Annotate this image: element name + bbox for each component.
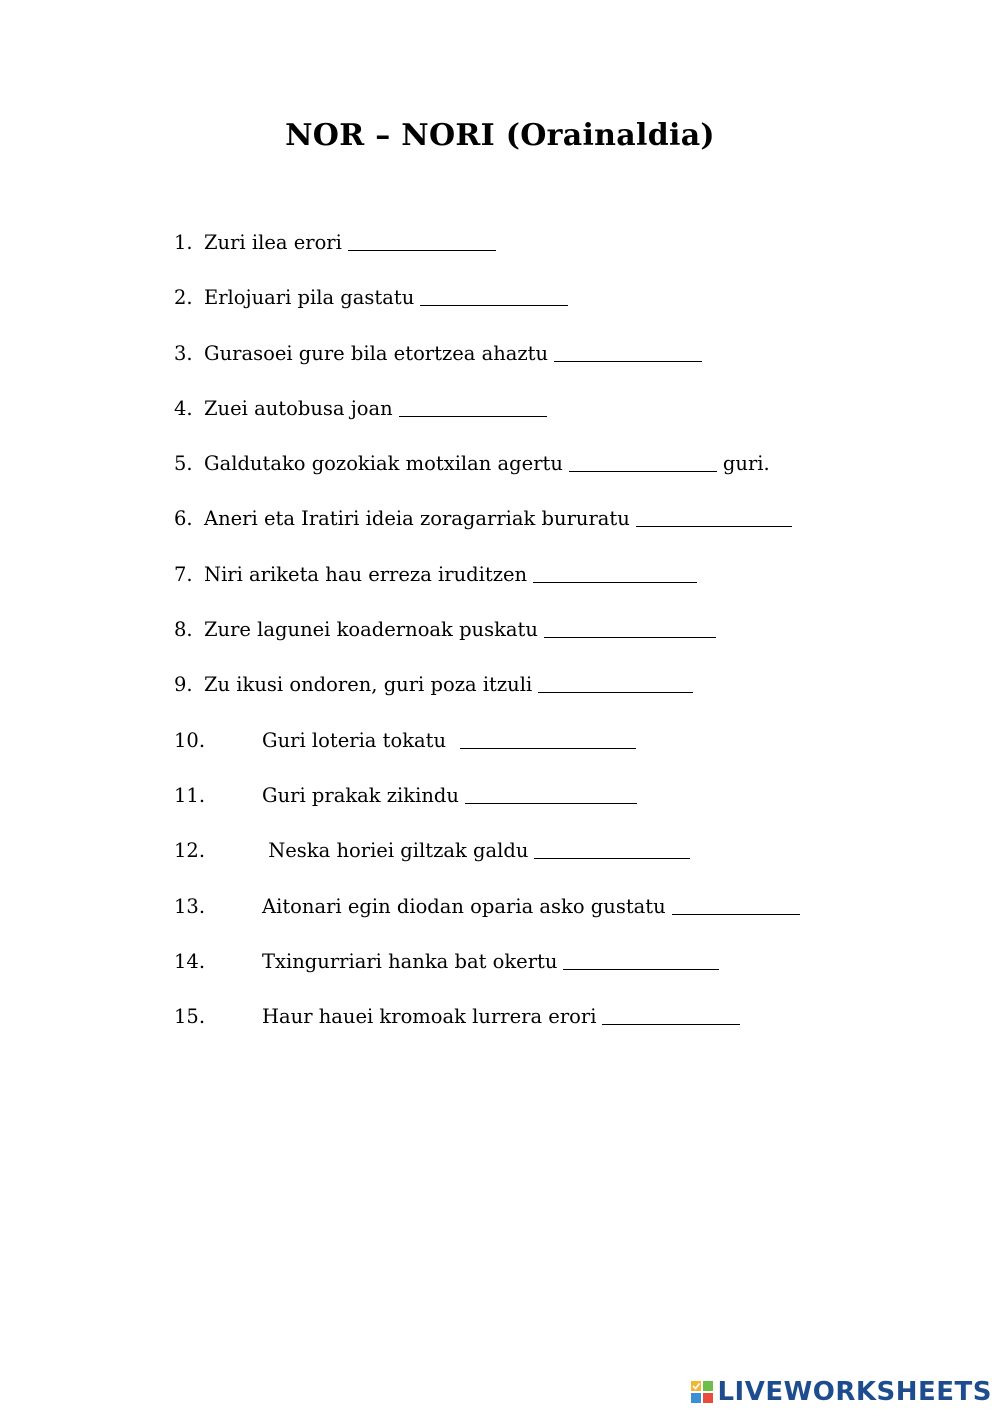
exercise-item [174, 558, 874, 613]
exercise-text: Aneri eta Iratiri ideia zoragarriak bururatu [204, 507, 630, 531]
page-title: NOR – NORI (Orainaldia) [285, 118, 715, 153]
exercise-text: Aitonari egin diodan oparia asko gustatu [262, 894, 666, 918]
exercise-item [174, 502, 874, 557]
exercise-text: Haur hauei kromoak lurrera erori [262, 1005, 597, 1029]
exercise-item [174, 834, 874, 889]
exercise-item [174, 337, 874, 392]
exercise-number: 2. [174, 286, 193, 310]
exercise-item [174, 392, 874, 447]
exercise-item [174, 226, 874, 281]
answer-blank[interactable] [348, 250, 496, 251]
exercise-number: 5. [174, 452, 193, 476]
exercise-text: Gurasoei gure bila etortzea ahaztu [204, 341, 549, 365]
answer-blank[interactable] [602, 1024, 740, 1025]
exercise-text: Zu ikusi ondoren, guri poza itzuli [204, 673, 533, 697]
answer-blank[interactable] [569, 471, 717, 472]
exercise-text: Erlojuari pila gastatu [204, 286, 415, 310]
exercise-item [174, 890, 874, 945]
answer-blank[interactable] [554, 361, 702, 362]
exercise-number: 13. [174, 894, 206, 918]
answer-blank[interactable] [544, 637, 716, 638]
exercise-text: Zuei autobusa joan [204, 396, 393, 420]
exercise-number: 1. [174, 231, 193, 254]
exercise-text: Zuri ilea erori [204, 231, 342, 254]
exercise-number: 14. [174, 949, 206, 973]
exercise-number: 3. [174, 341, 193, 365]
exercise-list [174, 226, 874, 1055]
exercise-item [174, 945, 874, 1000]
exercise-text: Guri loteria tokatu [262, 728, 447, 752]
exercise-text: Zure lagunei koadernoak puskatu [204, 618, 538, 642]
exercise-number: 11. [174, 783, 206, 807]
answer-blank[interactable] [465, 803, 637, 804]
exercise-number: 8. [174, 618, 193, 642]
exercise-item [174, 724, 874, 779]
exercise-item [174, 668, 874, 723]
answer-blank[interactable] [534, 858, 690, 859]
exercise-item [174, 1000, 874, 1055]
exercise-text: Galdutako gozokiak motxilan agertu [204, 452, 563, 476]
answer-blank[interactable] [672, 914, 800, 915]
answer-blank[interactable] [533, 582, 697, 583]
exercise-text: Niri ariketa hau erreza iruditzen [204, 562, 528, 586]
exercise-item [174, 447, 874, 502]
exercise-number: 4. [174, 396, 193, 420]
exercise-number: 9. [174, 673, 193, 697]
exercise-number: 6. [174, 507, 193, 531]
liveworksheets-logo-icon [691, 1381, 713, 1403]
liveworksheets-brand [691, 1375, 992, 1409]
answer-blank[interactable] [460, 748, 636, 749]
exercise-text: Txingurriari hanka bat okertu [262, 949, 558, 973]
answer-blank[interactable] [420, 305, 568, 306]
exercise-text: Neska horiei giltzak galdu [262, 839, 529, 863]
exercise-number: 15. [174, 1005, 206, 1029]
answer-blank[interactable] [563, 969, 719, 970]
exercise-number: 7. [174, 562, 193, 586]
brand-label: LIVEWORKSHEETS [717, 1377, 992, 1407]
exercise-item [174, 779, 874, 834]
exercise-text: Guri prakak zikindu [262, 783, 459, 807]
answer-blank[interactable] [399, 416, 547, 417]
exercise-number: 12. [174, 839, 206, 863]
exercise-suffix: guri. [722, 452, 770, 476]
answer-blank[interactable] [636, 526, 792, 527]
answer-blank[interactable] [538, 692, 693, 693]
exercise-item [174, 613, 874, 668]
exercise-number: 10. [174, 728, 206, 752]
exercise-item [174, 281, 874, 336]
